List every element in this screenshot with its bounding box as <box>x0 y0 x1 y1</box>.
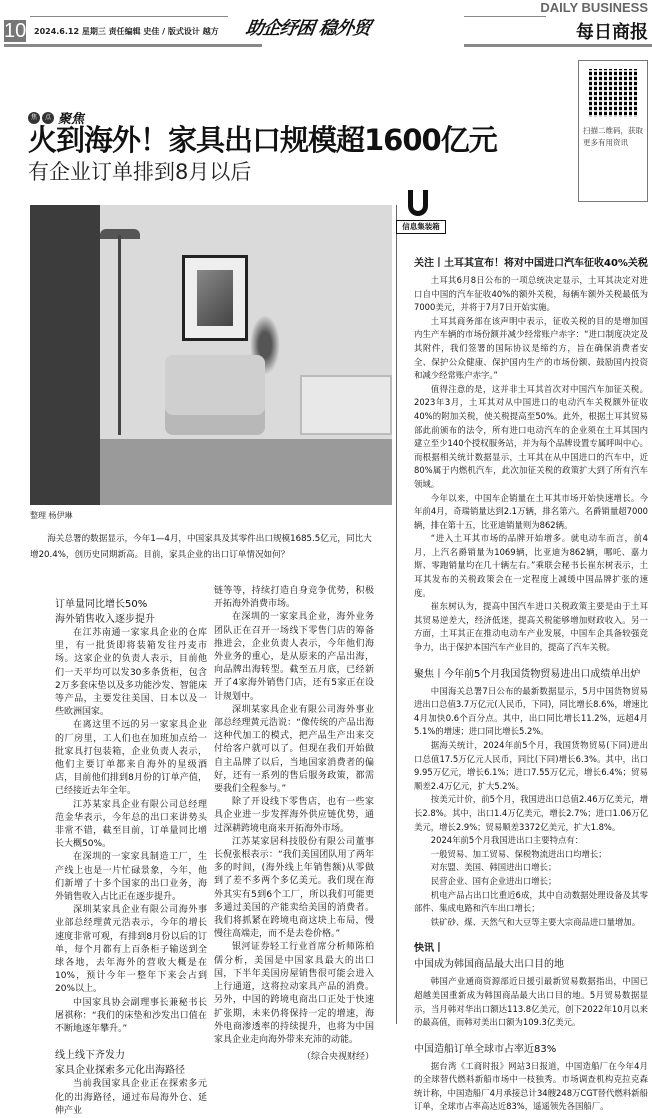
qr-text: 扫描二维码，获取更多有用资讯 <box>583 126 643 147</box>
subhead: 家具企业探索多元化出海路径 <box>55 1065 185 1077</box>
paragraph: 中国家具协会副理事长兼秘书长屠祺称：“我们的床垫和沙发出口值在不断地逐年攀升。” <box>55 997 207 1035</box>
subheadline: 有企业订单排到8月以后 <box>28 160 252 184</box>
article-column-middle <box>214 585 374 1064</box>
header-rule <box>4 44 262 47</box>
paragraph: 在深圳的一家家具企业，海外业务团队正在召开一场线下零售门店的筹备推进会，企业负责人表示，今年他们海外业务的重心，是从原来的产品出海，向品牌出海转型。截至五月底，已经新开了4家海外销售门店，还有5家正在设计规划中。 <box>214 612 374 702</box>
furniture-photo <box>30 205 392 505</box>
paragraph: 江苏某家居科技股份有限公司董事长倪张根表示：“我们美国团队用了两年多的时间，(海外线上年销售额)从零做到了差不多两个多亿美元。我们现在海外其实有5到6个工厂，所以我们可能更多通过美国的产能卖给美国的消费者。我们将抓紧在跨境电商这块上布局，慢慢往高端走，而不是去卷价格。” <box>214 836 374 940</box>
paragraph: 2024年前5个月我国进出口主要特点有： <box>430 835 584 846</box>
paragraph: 韩国产业通商资源部近日援引最新贸易数据指出，中国已超越美国重新成为韩国商品最大出口目的地。5月贸易数据显示，当月韩对华出口额达113.8亿美元，创下2022年10月以来的最高值，而韩对美出口额为109.3亿美元。 <box>414 976 648 1028</box>
paragraph: 民营企业、国有企业进出口增长； <box>430 875 557 886</box>
header-rule <box>464 16 546 17</box>
crane-hook-icon <box>408 190 428 216</box>
subhead: 海外销售收入逐步提升 <box>55 614 155 625</box>
tag-circle: 焦 <box>28 112 40 124</box>
paragraph: 据台湾《工商时报》网站3日报道，中国造船厂在今年4月的全球替代燃料新船市场中一枝独秀。市场调查机构克拉克森统计称，中国造船厂4月承接总计34艘248万CGT替代燃料新船订单，全球市占率高达近83%，遥遥领先各国船厂。 <box>414 1060 648 1112</box>
header-rule <box>464 44 652 47</box>
paragraph: 值得注意的是，这并非土耳其首次对中国汽车加征关税。2023年3月，土耳其对从中国进口的电动汽车关税额外征收40%的附加关税，使关税提高至50%。此外，根据土耳其贸易部此前颁布的法令，所有进口电动汽车的企业须在土耳其国内建立至少140个授权服务站，并为每个品牌设置专属呼叫中心。而根据相关统计数据显示，土耳其在从中国进口的汽车中，近80%属于内燃机汽车，此次加征关税的政策扩大到了所有汽车领域。 <box>414 383 648 489</box>
page-number: 10 <box>4 20 27 42</box>
paragraph: 今年以来，中国车企销量在土耳其市场开始快速增长。今年前4月，奇瑞销量达到2.1万辆，排名第六。名爵销量超7000辆，排在第十五，比亚迪销量则为862辆。 <box>414 492 648 530</box>
slogan: 助企纾困 稳外贸 <box>244 18 372 39</box>
paragraph: 土耳其商务部在该声明中表示，征收关税的目的是增加国内生产车辆的市场份额并减少经常账户赤字：“进口制度决定及其附件，我们签署的国际协议是缔约方，旨在确保消费者安全、保护公众健康、保护国内生产的市场份额、鼓励国内投资和减少经常账户赤字。” <box>414 315 648 381</box>
paragraph: 在深圳的一家家具制造工厂，生产线上也是一片忙碌景象，今年，他们新增了十多个国家的出口业务，海外销售收入占比正在逐步提升。 <box>55 852 207 903</box>
tag-label: 聚焦 <box>58 112 85 127</box>
paragraph: 按美元计价，前5个月，我国进出口总值2.46万亿美元，增长2.8%。其中，出口1.4万亿美元，增长2.7%；进口1.06万亿美元，增长2.9%；贸易顺差3372亿美元，扩大1.8%。 <box>414 794 648 832</box>
paragraph: 据海关统计，2024年前5个月，我国货物贸易(下同)进出口总值17.5万亿元人民币，同比(下同)增长6.3%。其中，出口9.95万亿元，增长6.1%；进口7.55万亿元，增长6.4%；贸易顺差2.4万亿元，扩大5.2%。 <box>414 740 648 791</box>
paragraph: 崔东树认为，提高中国汽车进口关税政策主要是由于土耳其贸易逆差大，经济低迷，提高关税能够增加财政收入。另一方面，土耳其正在推动电动车产业发展，中国车企具备较强竞争力，出于保护本国汽车产业目的，提高了汽车关税。 <box>414 601 648 653</box>
paragraph: “进入土耳其市场的品牌开始增多。就电动车而言，前4月，上汽名爵销量为1069辆，比亚迪为862辆，哪吒、嘉力斯、零跑销量均在几十辆左右。”乘联会秘书长崔东树表示，土耳其发布的关税政策会在一定程度上减缓中国品牌扩张的速度。 <box>414 533 648 598</box>
paragraph: 当前我国家具企业正在探索多元化的出海路径，通过布局海外仓、延伸产业 <box>55 1079 207 1116</box>
paragraph: 深圳某家具企业有限公司海外事业部总经理黄元浩表示，今年的增长速度非常可观，有排到8月份以后的订单，每个月都有上百条柜子输送到全球各地，去年海外的营收大概是在10%，预计今年一整年下来会占到20%以上。 <box>55 905 207 995</box>
box-label: 信息集装箱 <box>396 220 446 234</box>
paragraph: 江苏某家具企业有限公司总经理范金华表示，今年总的出口来讲势头非常不错，截至目前，订单量同比增长大概50%。 <box>55 799 207 850</box>
paragraph: 深圳某家具企业有限公司海外事业部总经理黄元浩说：“像传统的产品出海这种代加工的模式，把产品生产出来交付给客户就可以了。但现在我们开始做自主品牌了以后，当地国家消费者的偏好，还有一系列的售后服务政策，都需要我们全程参与。” <box>214 704 374 795</box>
news-kicker: 快讯丨 <box>414 943 444 955</box>
info-container-box <box>396 190 446 242</box>
subhead: 订单量同比增长50% <box>55 599 148 610</box>
article-column-left <box>55 597 207 1118</box>
paragraph: 铁矿砂、煤、天然气和大豆等主要大宗商品进口量增加。 <box>430 916 641 927</box>
paragraph: 银河证券轻工行业首席分析师陈柏儒分析，美国是中国家具最大的出口国，下半年美国房屋销售很可能会进入上行通道，这将拉动家具产品的消费。另外，中国的跨境电商出口正处于快速扩张期，未来仍将保持一定的增速，海外电商渗透率的持续提升，也将为中国家具企业走向海外带来充沛的动能。 <box>214 942 374 1045</box>
subhead: 线上线下齐发力 <box>55 1050 125 1062</box>
article-column-right <box>414 256 648 1114</box>
paragraph: 机电产品占出口比重近6成，其中自动数据处理设备及其零部件、集成电路和汽车出口增长； <box>414 889 648 914</box>
intro-paragraph: 海关总署的数据显示，今年1—4月，中国家具及其零件出口规模1685.5亿元，同比大增20.4%，创历史同期新高。目前，家具企业的出口订单情况如何？ <box>30 534 372 560</box>
paragraph: 中国海关总署7日公布的最新数据显示，5月中国货物贸易进出口总值3.7万亿元(人民币，下同)，同比增长8.6%，增速比4月加快0.6个百分点。其中，出口同比增长11.2%，远超4月5.1%的增速；进口同比增长5.2%。 <box>414 685 648 737</box>
news-title: 中国成为韩国商品最大出口目的地 <box>414 959 564 971</box>
paragraph: 土耳其6月8日公布的一项总统决定显示，土耳其决定对进口自中国的汽车征收40%的额外关税，每辆车额外关税最低为7000美元，并将于7月7日开始实施。 <box>414 275 648 313</box>
header-rule <box>30 16 228 17</box>
headline: 火到海外！家具出口规模超1600亿元 <box>28 123 497 157</box>
paragraph: 一般贸易、加工贸易、保税物流进出口均增长； <box>430 848 607 859</box>
tag-circle: 点 <box>42 112 54 124</box>
brand-chinese: 每日商报 <box>576 22 648 43</box>
paragraph: 链等等，持续打造自身竞争优势，积极开拓海外消费市场。 <box>214 586 374 610</box>
news-title: 中国造船订单全球市占率近83% <box>414 1043 557 1055</box>
paragraph: 在江苏南通一家家具企业的仓库里，有一批货即将装箱发往丹麦市场。这家企业的负责人表示，目前他们一天平均可以发30多条货柜，包含2万多套床垫以及多功能沙发、智能床等产品，主要发往美国、日本以及一些欧洲国家。 <box>55 628 207 718</box>
brand-english: DAILY BUSINESS <box>540 0 648 15</box>
qr-code-icon[interactable] <box>589 69 637 117</box>
news-title: 聚焦丨今年前5个月我国货物贸易进出口成绩单出炉 <box>414 668 641 680</box>
qr-box <box>578 60 648 202</box>
source-note: （综合央视财经） <box>301 1052 374 1063</box>
paragraph: 对东盟、美国、韩国进出口增长； <box>430 862 557 873</box>
news-title: 关注丨土耳其宣布！将对中国进口汽车征收40%关税 <box>414 258 648 269</box>
photo-credit: 整理 杨伊琳 <box>30 511 73 520</box>
column-divider <box>396 205 397 1024</box>
paragraph: 除了开设线下零售店，也有一些家具企业进一步发挥海外供应链优势，通过深耕跨境电商来开拓海外市场。 <box>214 797 374 834</box>
dateline: 2024.6.12 星期三 责任编辑 史佳 / 版式设计 越方 <box>34 27 219 36</box>
paragraph: 在离这里不远的另一家家具企业的厂房里，工人们也在加班加点给一批家具打包装箱，企业负责人表示，他们主要订单都来自海外的星级酒店，目前他们排到8月份的订单产值，已经接近去年全年。 <box>55 720 207 797</box>
